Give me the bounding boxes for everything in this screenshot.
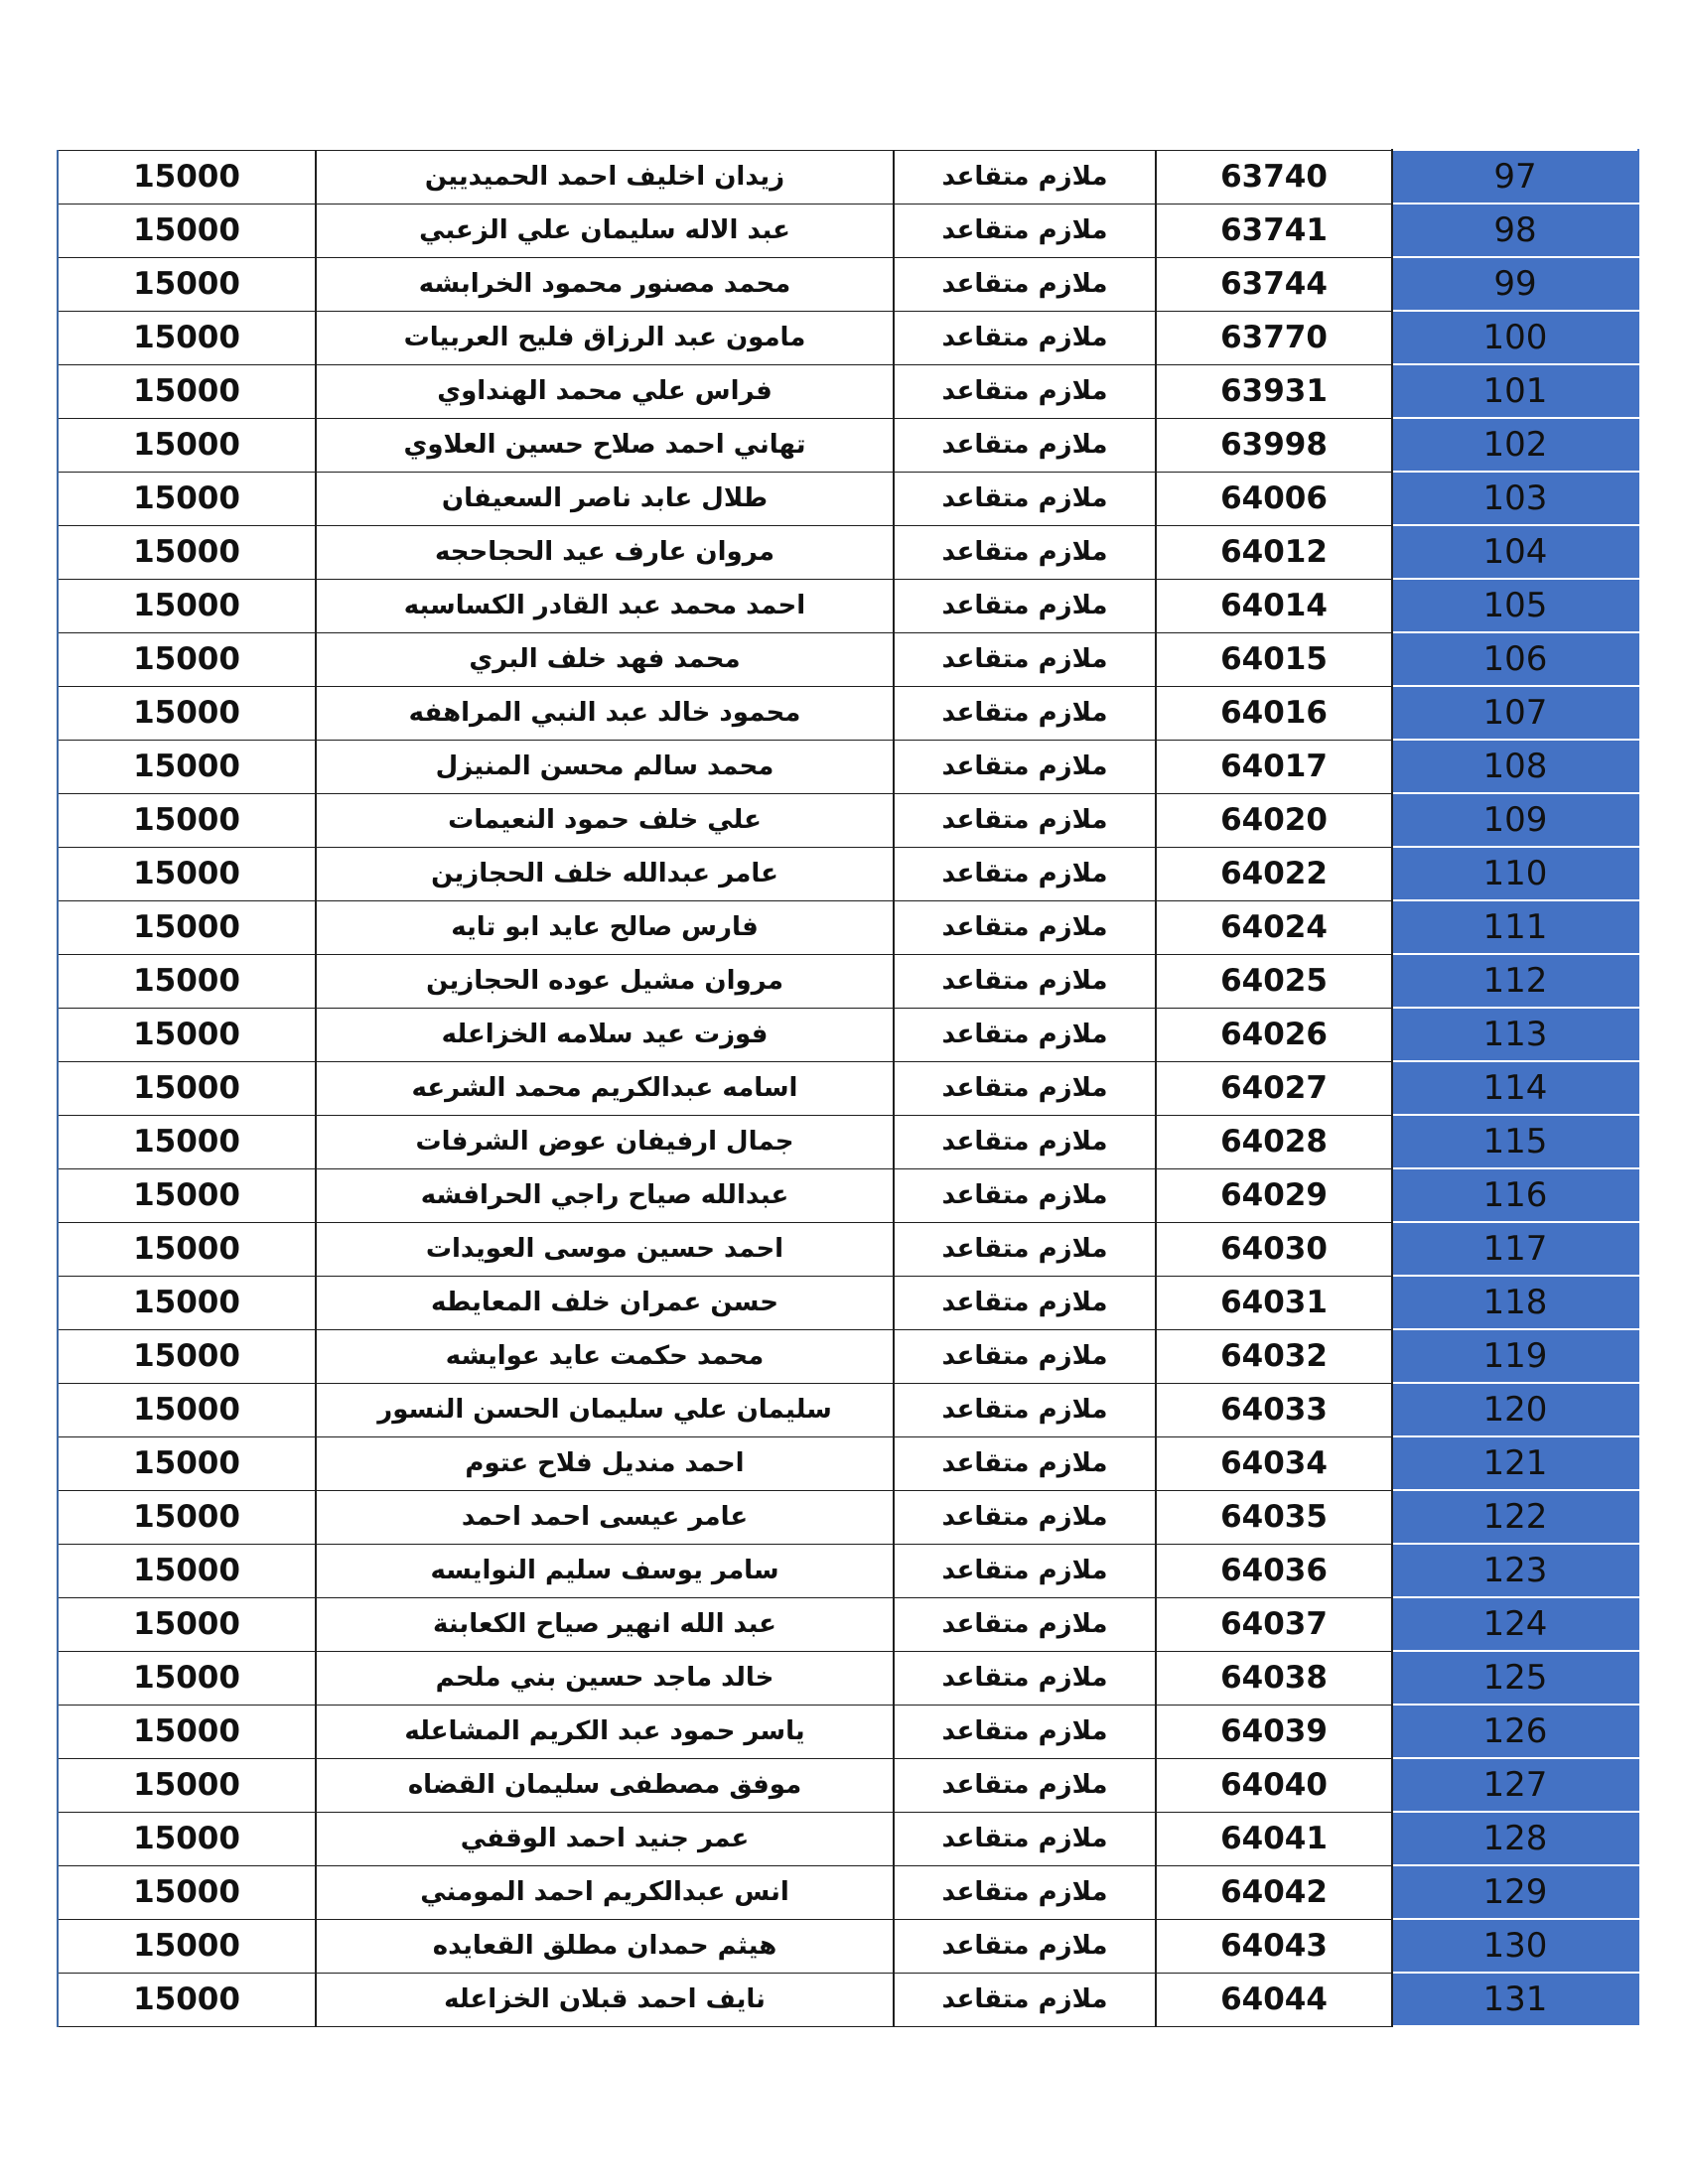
rank-cell: ملازم متقاعد <box>894 1705 1156 1758</box>
sequence-number-cell: 103 <box>1392 472 1638 525</box>
name-cell: نايف احمد قبلان الخزاعله <box>316 1973 894 2026</box>
military-number-cell: 64014 <box>1156 579 1392 632</box>
name-cell: عبد الله انهير صياح الكعابنة <box>316 1597 894 1651</box>
military-number-cell: 64020 <box>1156 793 1392 847</box>
name-cell: زيدان اخليف احمد الحميديين <box>316 150 894 204</box>
military-number-cell: 64035 <box>1156 1490 1392 1544</box>
military-number-cell: 64026 <box>1156 1008 1392 1061</box>
table-row <box>58 1812 1638 1865</box>
military-number-cell: 64037 <box>1156 1597 1392 1651</box>
rank-cell: ملازم متقاعد <box>894 1490 1156 1544</box>
amount-cell: 15000 <box>58 1436 316 1490</box>
sequence-number-cell: 130 <box>1392 1919 1638 1973</box>
military-number-cell: 64027 <box>1156 1061 1392 1115</box>
amount-cell: 15000 <box>58 579 316 632</box>
sequence-number-cell: 100 <box>1392 311 1638 364</box>
table-row <box>58 204 1638 257</box>
sequence-number-cell: 104 <box>1392 525 1638 579</box>
military-number-cell: 64043 <box>1156 1919 1392 1973</box>
sequence-number-cell: 115 <box>1392 1115 1638 1168</box>
name-cell: محمد سالم محسن المنيزل <box>316 740 894 793</box>
rank-cell: ملازم متقاعد <box>894 954 1156 1008</box>
name-cell: احمد حسين موسى العويدات <box>316 1222 894 1276</box>
sequence-number-cell: 112 <box>1392 954 1638 1008</box>
amount-cell: 15000 <box>58 1919 316 1973</box>
sequence-number-cell: 109 <box>1392 793 1638 847</box>
rank-cell: ملازم متقاعد <box>894 632 1156 686</box>
rank-cell: ملازم متقاعد <box>894 1544 1156 1597</box>
rank-cell: ملازم متقاعد <box>894 1597 1156 1651</box>
sequence-number-cell: 97 <box>1392 150 1638 204</box>
sequence-number-cell: 124 <box>1392 1597 1638 1651</box>
table-row <box>58 1919 1638 1973</box>
name-cell: تهاني احمد صلاح حسين العلاوي <box>316 418 894 472</box>
table-row <box>58 793 1638 847</box>
rank-cell: ملازم متقاعد <box>894 1758 1156 1812</box>
amount-cell: 15000 <box>58 1329 316 1383</box>
table-row <box>58 1865 1638 1919</box>
amount-cell: 15000 <box>58 1544 316 1597</box>
rank-cell: ملازم متقاعد <box>894 1812 1156 1865</box>
rank-cell: ملازم متقاعد <box>894 1865 1156 1919</box>
amount-cell: 15000 <box>58 418 316 472</box>
sequence-number-cell: 127 <box>1392 1758 1638 1812</box>
military-number-cell: 63740 <box>1156 150 1392 204</box>
military-number-cell: 64017 <box>1156 740 1392 793</box>
rank-cell: ملازم متقاعد <box>894 1436 1156 1490</box>
table-row <box>58 1758 1638 1812</box>
military-number-cell: 64022 <box>1156 847 1392 900</box>
amount-cell: 15000 <box>58 1705 316 1758</box>
table-row <box>58 579 1638 632</box>
name-cell: عامر عبدالله خلف الحجازين <box>316 847 894 900</box>
sequence-number-cell: 121 <box>1392 1436 1638 1490</box>
name-cell: محمد حكمت عايد عوايشه <box>316 1329 894 1383</box>
military-number-cell: 64006 <box>1156 472 1392 525</box>
sequence-number-cell: 114 <box>1392 1061 1638 1115</box>
table-row <box>58 1222 1638 1276</box>
amount-cell: 15000 <box>58 204 316 257</box>
table-row <box>58 1705 1638 1758</box>
name-cell: عبد الاله سليمان علي الزعبي <box>316 204 894 257</box>
military-number-cell: 64034 <box>1156 1436 1392 1490</box>
table-row <box>58 1436 1638 1490</box>
military-number-cell: 64030 <box>1156 1222 1392 1276</box>
table-row <box>58 1168 1638 1222</box>
rank-cell: ملازم متقاعد <box>894 1919 1156 1973</box>
military-number-cell: 63998 <box>1156 418 1392 472</box>
table-row <box>58 1544 1638 1597</box>
sequence-number-cell: 120 <box>1392 1383 1638 1436</box>
military-number-cell: 63744 <box>1156 257 1392 311</box>
military-number-cell: 64033 <box>1156 1383 1392 1436</box>
table-row <box>58 1651 1638 1705</box>
table-row <box>58 847 1638 900</box>
amount-cell: 15000 <box>58 847 316 900</box>
roster-table-body <box>58 150 1638 2026</box>
rank-cell: ملازم متقاعد <box>894 1973 1156 2026</box>
amount-cell: 15000 <box>58 525 316 579</box>
table-row <box>58 364 1638 418</box>
name-cell: حسن عمران خلف المعايطه <box>316 1276 894 1329</box>
name-cell: احمد محمد عبد القادر الكساسبه <box>316 579 894 632</box>
military-number-cell: 64042 <box>1156 1865 1392 1919</box>
rank-cell: ملازم متقاعد <box>894 525 1156 579</box>
military-number-cell: 64038 <box>1156 1651 1392 1705</box>
name-cell: موفق مصطفى سليمان القضاه <box>316 1758 894 1812</box>
sequence-number-cell: 111 <box>1392 900 1638 954</box>
amount-cell: 15000 <box>58 1812 316 1865</box>
table-row <box>58 1008 1638 1061</box>
name-cell: عمر جنيد احمد الوقفي <box>316 1812 894 1865</box>
amount-cell: 15000 <box>58 686 316 740</box>
military-number-cell: 63741 <box>1156 204 1392 257</box>
amount-cell: 15000 <box>58 472 316 525</box>
sequence-number-cell: 113 <box>1392 1008 1638 1061</box>
name-cell: احمد منديل فلاح عتوم <box>316 1436 894 1490</box>
amount-cell: 15000 <box>58 954 316 1008</box>
table-row <box>58 1276 1638 1329</box>
name-cell: فارس صالح عايد ابو تايه <box>316 900 894 954</box>
military-number-cell: 64029 <box>1156 1168 1392 1222</box>
military-number-cell: 64024 <box>1156 900 1392 954</box>
table-row <box>58 954 1638 1008</box>
name-cell: محمد مصنور محمود الخرابشه <box>316 257 894 311</box>
amount-cell: 15000 <box>58 900 316 954</box>
table-row <box>58 1973 1638 2026</box>
military-number-cell: 64040 <box>1156 1758 1392 1812</box>
name-cell: عبدالله صياح راجي الحرافشه <box>316 1168 894 1222</box>
military-number-cell: 63770 <box>1156 311 1392 364</box>
rank-cell: ملازم متقاعد <box>894 150 1156 204</box>
roster-sheet <box>57 149 1633 2027</box>
table-row <box>58 1329 1638 1383</box>
military-number-cell: 64044 <box>1156 1973 1392 2026</box>
military-number-cell: 63931 <box>1156 364 1392 418</box>
sequence-number-cell: 98 <box>1392 204 1638 257</box>
sequence-number-cell: 119 <box>1392 1329 1638 1383</box>
sequence-number-cell: 116 <box>1392 1168 1638 1222</box>
table-row <box>58 1597 1638 1651</box>
military-number-cell: 64028 <box>1156 1115 1392 1168</box>
name-cell: سامر يوسف سليم النوايسه <box>316 1544 894 1597</box>
table-row <box>58 632 1638 686</box>
rank-cell: ملازم متقاعد <box>894 900 1156 954</box>
table-row <box>58 472 1638 525</box>
amount-cell: 15000 <box>58 793 316 847</box>
sequence-number-cell: 126 <box>1392 1705 1638 1758</box>
table-row <box>58 900 1638 954</box>
sequence-number-cell: 129 <box>1392 1865 1638 1919</box>
name-cell: انس عبدالكريم احمد المومني <box>316 1865 894 1919</box>
name-cell: فراس علي محمد الهنداوي <box>316 364 894 418</box>
table-row <box>58 1115 1638 1168</box>
sequence-number-cell: 105 <box>1392 579 1638 632</box>
rank-cell: ملازم متقاعد <box>894 1383 1156 1436</box>
military-number-cell: 64036 <box>1156 1544 1392 1597</box>
sequence-number-cell: 106 <box>1392 632 1638 686</box>
rank-cell: ملازم متقاعد <box>894 1329 1156 1383</box>
sequence-number-cell: 128 <box>1392 1812 1638 1865</box>
name-cell: مروان مشيل عوده الحجازين <box>316 954 894 1008</box>
sequence-number-cell: 123 <box>1392 1544 1638 1597</box>
military-number-cell: 64012 <box>1156 525 1392 579</box>
military-number-cell: 64039 <box>1156 1705 1392 1758</box>
rank-cell: ملازم متقاعد <box>894 847 1156 900</box>
rank-cell: ملازم متقاعد <box>894 311 1156 364</box>
rank-cell: ملازم متقاعد <box>894 472 1156 525</box>
amount-cell: 15000 <box>58 1383 316 1436</box>
rank-cell: ملازم متقاعد <box>894 1651 1156 1705</box>
name-cell: فوزت عيد سلامه الخزاعله <box>316 1008 894 1061</box>
sequence-number-cell: 125 <box>1392 1651 1638 1705</box>
amount-cell: 15000 <box>58 1597 316 1651</box>
amount-cell: 15000 <box>58 740 316 793</box>
rank-cell: ملازم متقاعد <box>894 1168 1156 1222</box>
rank-cell: ملازم متقاعد <box>894 418 1156 472</box>
rank-cell: ملازم متقاعد <box>894 1222 1156 1276</box>
name-cell: خالد ماجد حسين بني ملحم <box>316 1651 894 1705</box>
name-cell: علي خلف حمود النعيمات <box>316 793 894 847</box>
rank-cell: ملازم متقاعد <box>894 1276 1156 1329</box>
name-cell: طلال عابد ناصر السعيفان <box>316 472 894 525</box>
table-row <box>58 257 1638 311</box>
table-row <box>58 525 1638 579</box>
sequence-number-cell: 118 <box>1392 1276 1638 1329</box>
table-row <box>58 418 1638 472</box>
roster-table <box>57 149 1639 2027</box>
table-row <box>58 1061 1638 1115</box>
amount-cell: 15000 <box>58 1758 316 1812</box>
rank-cell: ملازم متقاعد <box>894 686 1156 740</box>
amount-cell: 15000 <box>58 311 316 364</box>
amount-cell: 15000 <box>58 364 316 418</box>
name-cell: محمد فهد خلف البري <box>316 632 894 686</box>
rank-cell: ملازم متقاعد <box>894 1115 1156 1168</box>
rank-cell: ملازم متقاعد <box>894 364 1156 418</box>
military-number-cell: 64016 <box>1156 686 1392 740</box>
name-cell: مامون عبد الرزاق فليح العربيات <box>316 311 894 364</box>
table-row <box>58 740 1638 793</box>
rank-cell: ملازم متقاعد <box>894 204 1156 257</box>
rank-cell: ملازم متقاعد <box>894 740 1156 793</box>
sequence-number-cell: 131 <box>1392 1973 1638 2026</box>
amount-cell: 15000 <box>58 1222 316 1276</box>
rank-cell: ملازم متقاعد <box>894 579 1156 632</box>
amount-cell: 15000 <box>58 1651 316 1705</box>
rank-cell: ملازم متقاعد <box>894 1061 1156 1115</box>
name-cell: محمود خالد عبد النبي المراهفه <box>316 686 894 740</box>
name-cell: ياسر حمود عبد الكريم المشاعله <box>316 1705 894 1758</box>
sequence-number-cell: 122 <box>1392 1490 1638 1544</box>
military-number-cell: 64025 <box>1156 954 1392 1008</box>
amount-cell: 15000 <box>58 150 316 204</box>
rank-cell: ملازم متقاعد <box>894 1008 1156 1061</box>
table-row <box>58 150 1638 204</box>
table-row <box>58 686 1638 740</box>
table-row <box>58 1383 1638 1436</box>
name-cell: هيثم حمدان مطلق القعايده <box>316 1919 894 1973</box>
military-number-cell: 64031 <box>1156 1276 1392 1329</box>
name-cell: جمال ارفيفان عوض الشرفات <box>316 1115 894 1168</box>
sequence-number-cell: 110 <box>1392 847 1638 900</box>
amount-cell: 15000 <box>58 632 316 686</box>
name-cell: سليمان علي سليمان الحسن النسور <box>316 1383 894 1436</box>
sequence-number-cell: 102 <box>1392 418 1638 472</box>
name-cell: مروان عارف عيد الحجاحجه <box>316 525 894 579</box>
military-number-cell: 64041 <box>1156 1812 1392 1865</box>
sequence-number-cell: 117 <box>1392 1222 1638 1276</box>
amount-cell: 15000 <box>58 1008 316 1061</box>
sequence-number-cell: 108 <box>1392 740 1638 793</box>
sequence-number-cell: 101 <box>1392 364 1638 418</box>
military-number-cell: 64015 <box>1156 632 1392 686</box>
amount-cell: 15000 <box>58 1115 316 1168</box>
military-number-cell: 64032 <box>1156 1329 1392 1383</box>
name-cell: اسامه عبدالكريم محمد الشرعه <box>316 1061 894 1115</box>
amount-cell: 15000 <box>58 1061 316 1115</box>
table-row <box>58 1490 1638 1544</box>
amount-cell: 15000 <box>58 1865 316 1919</box>
table-row <box>58 311 1638 364</box>
amount-cell: 15000 <box>58 1168 316 1222</box>
name-cell: عامر عيسى احمد احمد <box>316 1490 894 1544</box>
rank-cell: ملازم متقاعد <box>894 793 1156 847</box>
amount-cell: 15000 <box>58 1276 316 1329</box>
amount-cell: 15000 <box>58 1973 316 2026</box>
rank-cell: ملازم متقاعد <box>894 257 1156 311</box>
sequence-number-cell: 107 <box>1392 686 1638 740</box>
amount-cell: 15000 <box>58 1490 316 1544</box>
sequence-number-cell: 99 <box>1392 257 1638 311</box>
amount-cell: 15000 <box>58 257 316 311</box>
